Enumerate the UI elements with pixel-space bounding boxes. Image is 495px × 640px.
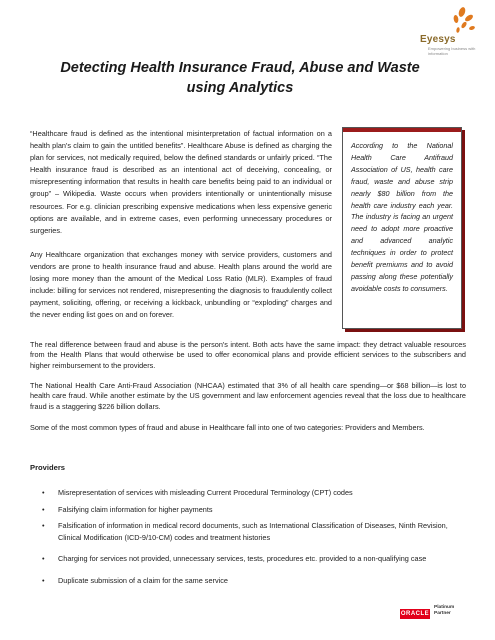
list-item-text: Duplicate submission of a claim for the same service bbox=[58, 576, 228, 586]
providers-list bbox=[38, 487, 468, 592]
list-item bbox=[38, 504, 468, 516]
partner-level: Platinum bbox=[434, 605, 455, 610]
paragraph-nhcaa-estimate: The National Health Care Anti-Fraud Association (NHCAA) estimated that 3% of all health care spending—or $68 billion—is lost to health care fraud. While another estimate by the US government and law enforcement agencies reveal that the loss due to healthcare fraud is a staggering $226 billion dollars. bbox=[30, 381, 466, 411]
list-item-text: Misrepresentation of services with misleading Current Procedural Terminology (CPT) codes bbox=[58, 488, 353, 497]
callout-text: According to the National Health Care Antifraud Association of US, health care fraud, waste and abuse strip nearly $80 billion from the health care industry each year. The industry is facing an urgent need to adopt more proactive and advanced analytic techniques in order to protect benefit premiums and to avoid passing along these potentially avoidable costs to consumers. bbox=[351, 141, 453, 293]
paragraph-categories: Some of the most common types of fraud and abuse in Healthcare fall into one of two categories: Providers and Members. bbox=[30, 423, 425, 432]
callout-top-bar bbox=[343, 128, 461, 132]
bullet-icon: • bbox=[42, 488, 45, 497]
providers-heading: Providers bbox=[30, 463, 66, 472]
intro-paragraph-2: Any Healthcare organization that exchanges money with service providers, customers and vendors are prone to health insurance fraud and abuse. Health plans around the world are losing more money than the amount of the Medical Loss Ratio (MLR). Examples of fraud include: billing for services not rendered, misrepresenting the diagnosis to fraudulently collect payment, soliciting, offering, or receiving a kickback, unbundling or “exploding” charges and the never ending list goes on and on forever. bbox=[30, 249, 332, 320]
list-item bbox=[38, 553, 468, 565]
document-title: Detecting Health Insurance Fraud, Abuse and Waste using Analytics bbox=[60, 60, 420, 96]
bullet-icon: • bbox=[42, 521, 45, 531]
list-item-text: Falsifying claim information for higher payments bbox=[58, 504, 213, 514]
list-item-text: Charging for services not provided, unnecessary services, tests, procedures etc. provided to a non-qualifying case bbox=[58, 554, 427, 564]
list-item bbox=[38, 575, 468, 587]
logo-wordmark: Eyesys bbox=[420, 34, 456, 45]
logo-tagline: Empowering business with information bbox=[428, 46, 476, 56]
bullet-icon: • bbox=[42, 504, 45, 514]
oracle-logo: ORACLE bbox=[400, 611, 430, 617]
list-item-text: Falsification of information in medical record documents, such as International Classification of Diseases, Ninth Revision, Clinical Modification (ICD-9/10-CM) codes and treatment histories bbox=[58, 521, 448, 543]
bullet-icon: • bbox=[42, 576, 45, 586]
statistics-callout-box bbox=[342, 127, 462, 329]
intro-paragraph-1: “Healthcare fraud is defined as the intentional misinterpretation of factual information on a health plan's claim to gain the untitled benefits”. Healthcare Abuse is defined as charging the plan for services, not medically required, below the defined standards or unfairly priced. “The Health insurance fraud is described as an intentional act of deceiving, concealing, or misrepresenting information that results in health care benefits being paid to an individual or group” – Wikipedia. Waste occurs when providers intentionally or unintentionally misuse resources. For e.g. clinician prescribing expensive medications when less expensive generic options are available, and in extreme cases, even performing unnecessary procedures or surgeries. bbox=[30, 129, 332, 235]
partner-label: Partner bbox=[434, 611, 451, 616]
bullet-icon: • bbox=[42, 554, 45, 564]
paragraph-fraud-vs-abuse: The real difference between fraud and abuse is the person's intent. Both acts have the same impact: they detract valuable resources from the Health Plans that would otherwise be used to offer economical plans and provide efficient services to the subscribers and higher reimbursement to the providers. bbox=[30, 340, 466, 370]
list-item bbox=[38, 487, 468, 499]
intro-section bbox=[30, 128, 332, 333]
partner-badge bbox=[434, 605, 454, 617]
list-item bbox=[38, 520, 468, 544]
